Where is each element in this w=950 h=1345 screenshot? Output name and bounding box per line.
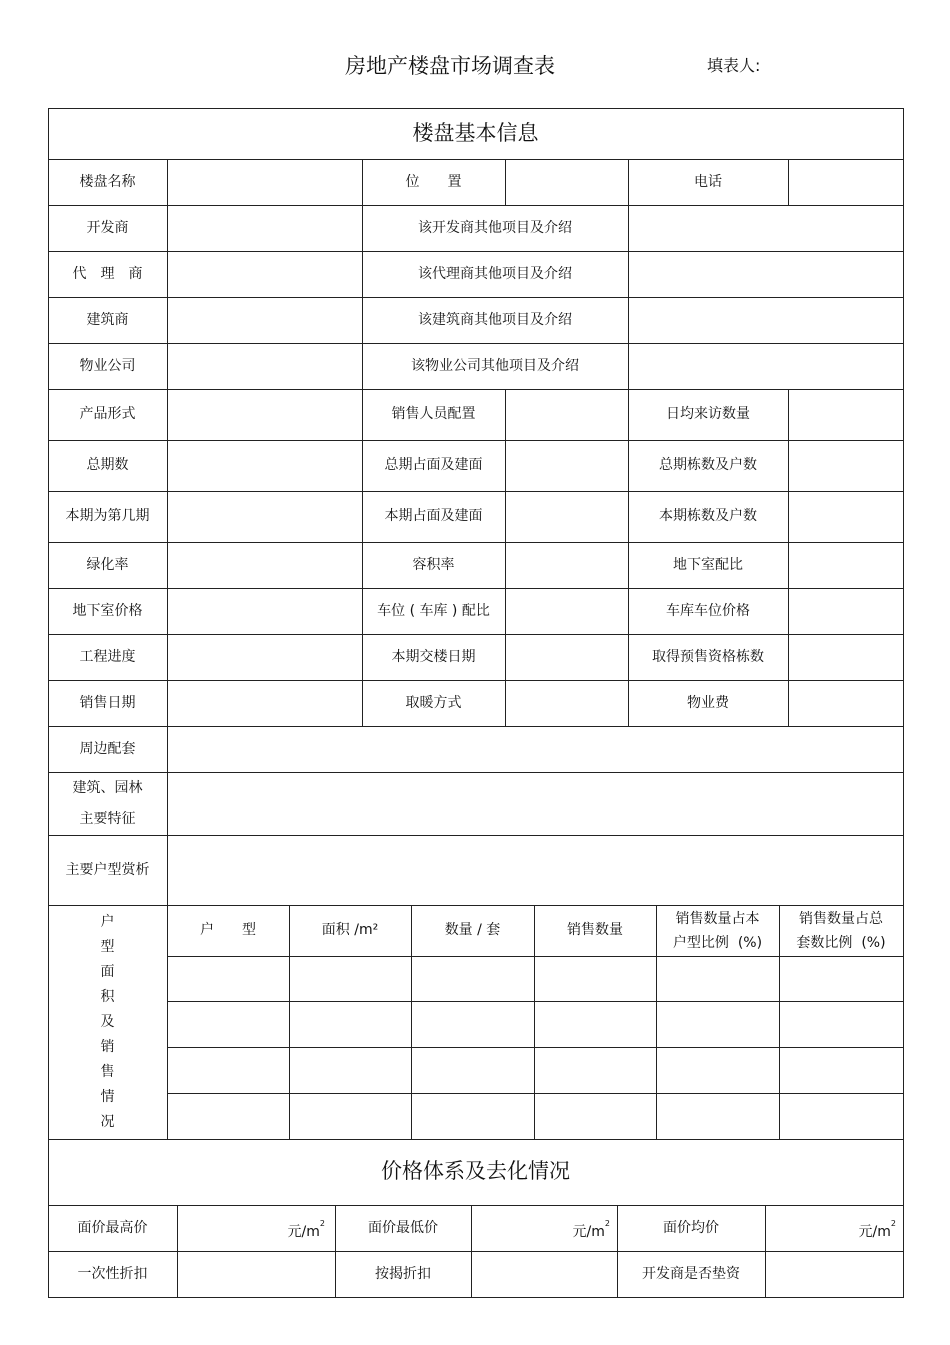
label-project-name: 楼盘名称	[79, 173, 136, 190]
filler-label: 填表人:	[707, 56, 761, 75]
label-max-price: 面价最高价	[77, 1219, 148, 1236]
label-progress: 工程进度	[79, 648, 136, 665]
price-unit-avg: 元$/m^2$	[858, 1219, 896, 1240]
label-daily-visits: 日均来访数量	[666, 406, 750, 422]
label-total-buildings: 总期栋数及户数	[659, 457, 757, 473]
label-basement-ratio: 地下室配比	[673, 556, 743, 573]
label-total-phases: 总期数	[86, 457, 129, 473]
header-sold: 销售数量	[567, 922, 623, 938]
label-unit-analysis: 主要户型赏析	[65, 861, 150, 878]
label-product-type: 产品形式	[79, 406, 136, 422]
section-basic-info: 楼盘基本信息	[412, 120, 539, 145]
label-current-area: 本期占面及建面	[384, 508, 483, 524]
label-sales-date: 销售日期	[79, 694, 136, 711]
label-phone: 电话	[694, 173, 722, 190]
form-title: 房地产楼盘市场调查表	[345, 54, 555, 78]
label-property-mgmt: 物业公司	[79, 357, 136, 374]
section-price-system: 价格体系及去化情况	[381, 1159, 570, 1184]
label-green-rate: 绿化率	[86, 556, 129, 573]
label-heating: 取暖方式	[405, 694, 462, 711]
label-handover-date: 本期交楼日期	[391, 648, 476, 665]
label-sales-staff: 销售人员配置	[391, 406, 476, 422]
header-area: 面积 /m²	[321, 922, 379, 938]
label-architecture-features: 建筑、园林 主要特征	[72, 779, 143, 827]
label-presale-buildings: 取得预售资格栋数	[652, 648, 764, 665]
header-quantity: 数量 / 套	[444, 922, 501, 938]
header-ratio-type: 销售数量占本 户型比例 (%)	[672, 910, 763, 951]
label-property-fee: 物业费	[687, 694, 729, 711]
price-unit-min: 元$/m^2$	[572, 1219, 610, 1240]
label-developer: 开发商	[86, 219, 129, 236]
header-ratio-total: 销售数量占总 套数比例 (%)	[796, 910, 886, 951]
label-developer-advance: 开发商是否垫资	[642, 1266, 740, 1282]
label-parking-ratio: 车位 ( 车库 ) 配比	[377, 602, 490, 619]
label-location: 位 置	[405, 173, 462, 190]
header-unit-type: 户 型	[200, 922, 256, 938]
label-avg-price: 面价均价	[663, 1219, 719, 1236]
label-surroundings: 周边配套	[79, 740, 136, 757]
label-min-price: 面价最低价	[368, 1219, 438, 1236]
label-property-mgmt-projects: 该物业公司其他项目及介绍	[411, 357, 579, 374]
label-lump-discount: 一次性折扣	[77, 1266, 148, 1282]
label-mortgage-discount: 按揭折扣	[375, 1266, 431, 1282]
label-unit-sales-side: 户 型 面 积 及 销 售 情 况	[100, 913, 115, 1130]
label-parking-price: 车库车位价格	[666, 602, 750, 619]
label-builder-projects: 该建筑商其他项目及介绍	[418, 311, 572, 328]
price-unit-max: 元$/m^2$	[287, 1219, 325, 1240]
label-agent-projects: 该代理商其他项目及介绍	[418, 265, 572, 282]
label-current-phase: 本期为第几期	[65, 508, 150, 524]
label-total-area: 总期占面及建面	[384, 457, 483, 473]
label-builder: 建筑商	[86, 311, 129, 328]
label-current-buildings: 本期栋数及户数	[659, 508, 757, 524]
label-plot-ratio: 容积率	[412, 556, 455, 573]
label-agent: 代 理 商	[72, 265, 143, 282]
label-developer-projects: 该开发商其他项目及介绍	[418, 219, 572, 236]
label-basement-price: 地下室价格	[72, 602, 143, 619]
